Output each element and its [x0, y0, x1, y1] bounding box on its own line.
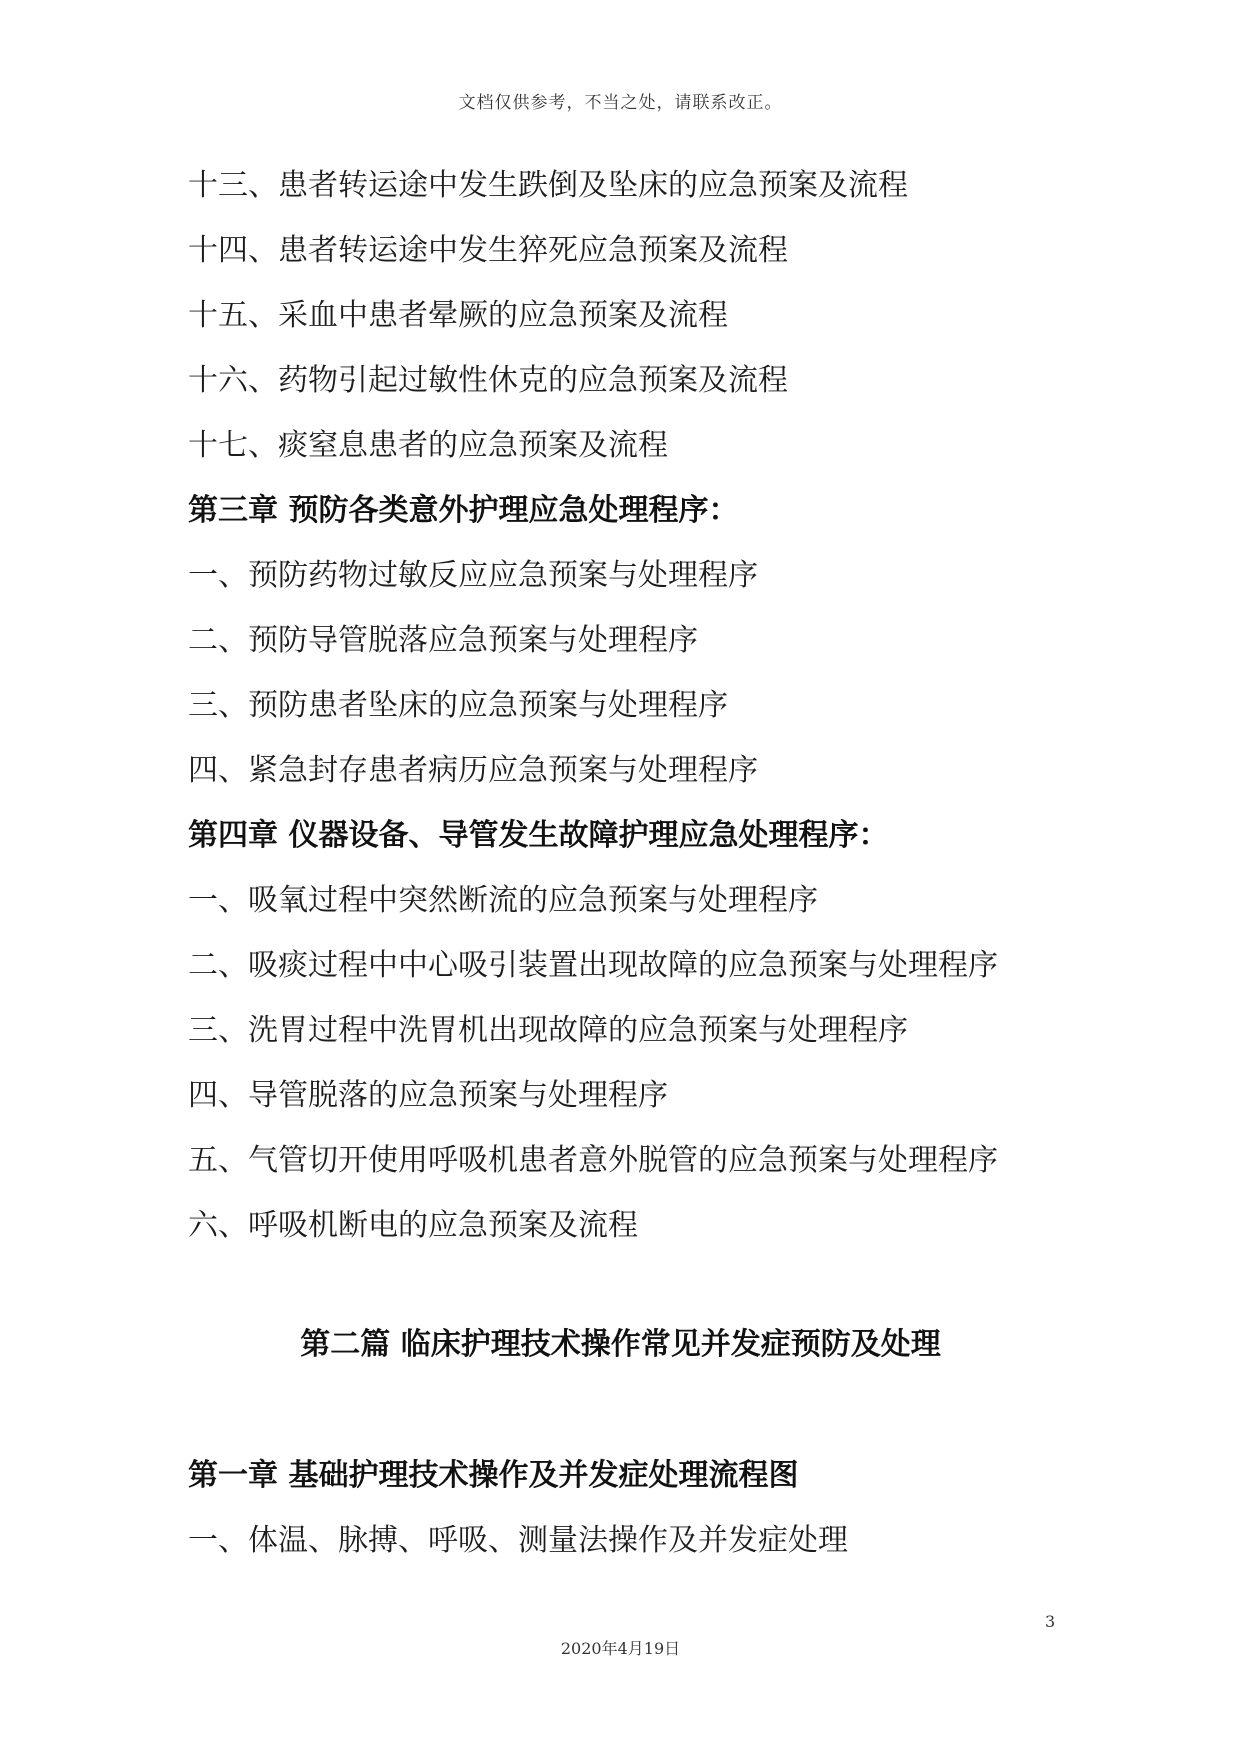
toc-line-15: 十五、采血中患者晕厥的应急预案及流程: [188, 298, 728, 333]
toc-line-ch4-6: 六、呼吸机断电的应急预案及流程: [188, 1208, 638, 1243]
part-2-title: 第二篇 临床护理技术操作常见并发症预防及处理: [300, 1327, 941, 1362]
chapter-4-heading: 第四章 仪器设备、导管发生故障护理应急处理程序：: [188, 818, 889, 853]
footer-date: 2020年4月19日: [560, 1639, 681, 1658]
chapter-3-heading: 第三章 预防各类意外护理应急处理程序：: [188, 493, 739, 528]
toc-line-ch4-4: 四、导管脱落的应急预案与处理程序: [188, 1078, 668, 1113]
toc-line-13: 十三、患者转运途中发生跌倒及坠床的应急预案及流程: [188, 168, 908, 203]
toc-line-ch3-3: 三、预防患者坠床的应急预案与处理程序: [188, 688, 728, 723]
toc-line-ch1-1: 一、体温、脉搏、呼吸、测量法操作及并发症处理: [188, 1523, 848, 1558]
toc-line-ch3-4: 四、紧急封存患者病历应急预案与处理程序: [188, 753, 758, 788]
chapter-1-heading: 第一章 基础护理技术操作及并发症处理流程图: [188, 1458, 799, 1493]
toc-line-ch3-2: 二、预防导管脱落应急预案与处理程序: [188, 623, 698, 658]
toc-line-ch4-1: 一、吸氧过程中突然断流的应急预案与处理程序: [188, 883, 818, 918]
toc-line-16: 十六、药物引起过敏性休克的应急预案及流程: [188, 363, 788, 398]
toc-line-ch4-3: 三、洗胃过程中洗胃机出现故障的应急预案与处理程序: [188, 1013, 908, 1048]
toc-line-14: 十四、患者转运途中发生猝死应急预案及流程: [188, 233, 788, 268]
toc-line-ch4-5: 五、气管切开使用呼吸机患者意外脱管的应急预案与处理程序: [188, 1143, 998, 1178]
toc-line-ch4-2: 二、吸痰过程中中心吸引装置出现故障的应急预案与处理程序: [188, 948, 998, 983]
header-note: 文档仅供参考，不当之处，请联系改正。: [458, 93, 783, 113]
page-number: 3: [1045, 1612, 1056, 1631]
toc-line-ch3-1: 一、预防药物过敏反应应急预案与处理程序: [188, 558, 758, 593]
toc-line-17: 十七、痰窒息患者的应急预案及流程: [188, 428, 668, 463]
